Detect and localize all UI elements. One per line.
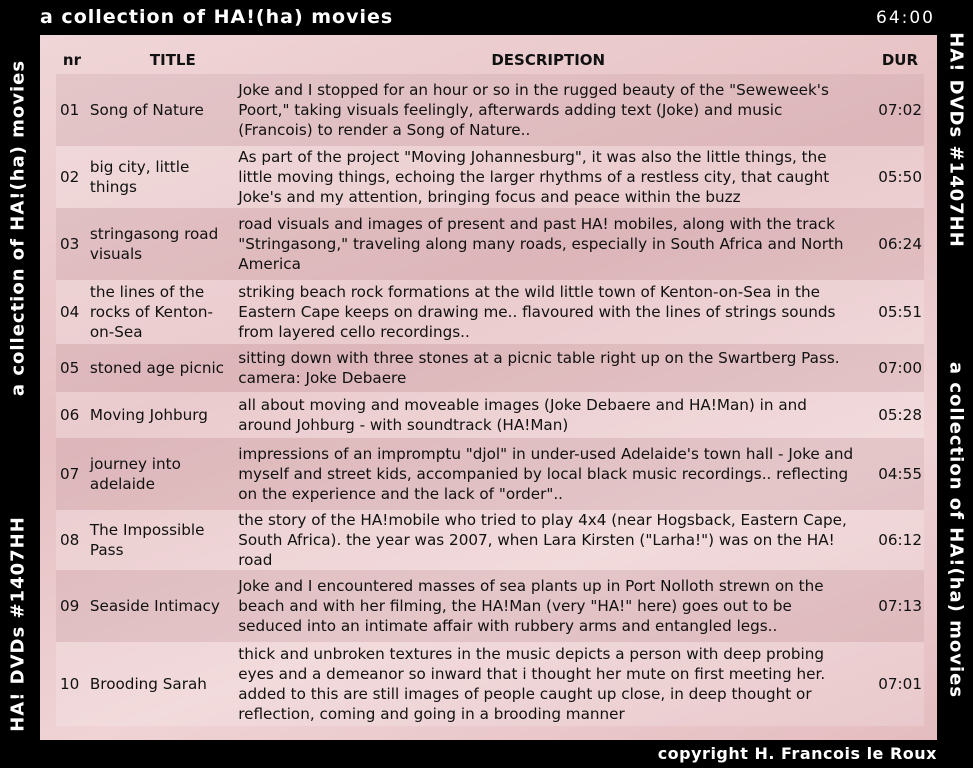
track-table — [56, 45, 924, 726]
track-number: 08 — [60, 531, 80, 549]
track-description: road visuals and images of present and past HA! mobiles, along with the track "Stringasong," traveling along many roads, especially in South Africa and North America — [238, 215, 844, 273]
track-title: stoned age picnic — [89, 359, 225, 377]
table-row — [56, 280, 924, 344]
track-number: 09 — [60, 597, 80, 615]
track-description: Joke and I stopped for an hour or so in the rugged beauty of the "Seweweek's Poort," taking visuals feelingly, afterwards adding text (Joke) and music (Francois) to render a Song of Nature.. — [238, 81, 829, 139]
track-duration: 05:50 — [878, 168, 922, 186]
collection-title: a collection of HA!(ha) movies — [40, 6, 394, 28]
track-number: 05 — [60, 359, 80, 377]
table-row — [56, 146, 924, 208]
table-row — [56, 392, 924, 438]
track-title: stringasong road visuals — [89, 225, 219, 263]
track-duration: 06:12 — [878, 531, 922, 549]
track-title: Brooding Sarah — [89, 675, 207, 693]
track-duration: 07:02 — [878, 101, 922, 119]
table-row — [56, 74, 924, 146]
track-title: Song of Nature — [89, 101, 204, 119]
table-row — [56, 642, 924, 726]
table-row — [56, 510, 924, 570]
track-duration: 05:51 — [878, 303, 922, 321]
copyright-notice: copyright H. Francois le Roux — [657, 744, 937, 763]
track-description: Joke and I encountered masses of sea plants up in Port Nolloth strewn on the beach and with her filming, the HA!Man (very "HA!" here) goes out to be seduced into an intimate affair with rubbery arms and entangled legs.. — [238, 577, 824, 635]
track-number: 04 — [60, 303, 80, 321]
column-header-title: TITLE — [149, 50, 196, 69]
track-number: 10 — [60, 675, 80, 693]
side-label-left-bottom: HA! DVDs #1407HH — [7, 516, 29, 732]
track-duration: 05:28 — [878, 406, 922, 424]
track-number: 06 — [60, 406, 80, 424]
track-number: 07 — [60, 465, 80, 483]
track-duration: 07:00 — [878, 359, 922, 377]
track-duration: 07:01 — [878, 675, 922, 693]
track-description: As part of the project "Moving Johannesburg", it was also the little things, the little moving things, echoing the larger rhythms of a restless city, that caught Joke's and my attention, bringing focus and peace within the buzz — [238, 148, 830, 206]
track-description: all about moving and moveable images (Joke Debaere and HA!Man) in and around Johburg - with soundtrack (HA!Man) — [238, 396, 807, 434]
track-description: impressions of an impromptu "djol" in under-used Adelaide's town hall - Joke and myself and street kids, accompanied by local black music recordings.. reflecting on the experience and the lack of "order".. — [238, 445, 854, 503]
total-duration: 64:00 — [876, 8, 935, 28]
track-title: journey into adelaide — [89, 455, 181, 493]
table-row — [56, 208, 924, 280]
side-label-left-top: a collection of HA!(ha) movies — [7, 59, 29, 397]
track-title: big city, little things — [89, 158, 190, 196]
table-row — [56, 344, 924, 392]
track-title: Moving Johburg — [89, 406, 208, 424]
track-number: 03 — [60, 235, 80, 253]
track-duration: 04:55 — [878, 465, 922, 483]
column-header-description: DESCRIPTION — [491, 50, 606, 69]
side-label-right-bottom: a collection of HA!(ha) movies — [945, 361, 967, 699]
track-description: thick and unbroken textures in the music depicts a person with deep probing eyes and a demeanor so inward that i thought her mute on first meeting her. added to this are still images of people caught up close, in deep thought or reflection, coming and going in a brooding manner — [238, 645, 826, 723]
track-number: 01 — [60, 101, 80, 119]
track-title: Seaside Intimacy — [89, 597, 220, 615]
table-header-row — [56, 45, 924, 74]
track-list-panel — [40, 35, 937, 740]
track-description: the story of the HA!mobile who tried to play 4x4 (near Hogsback, Eastern Cape, South Africa). the year was 2007, when Lara Kirsten ("Larha!") was on the HA! road — [238, 511, 847, 569]
track-number: 02 — [60, 168, 80, 186]
column-header-dur: DUR — [881, 50, 918, 69]
track-description: striking beach rock formations at the wild little town of Kenton-on-Sea in the Eastern Cape keeps on drawing me.. flavoured with the lines of strings sounds from layered cello recordings.. — [238, 283, 836, 341]
side-label-right-top: HA! DVDs #1407HH — [945, 32, 967, 248]
track-duration: 06:24 — [878, 235, 922, 253]
table-row — [56, 438, 924, 510]
track-description: sitting down with three stones at a picnic table right up on the Swartberg Pass. camera: Joke Debaere — [238, 349, 840, 387]
track-duration: 07:13 — [878, 597, 922, 615]
track-title: The Impossible Pass — [89, 521, 205, 559]
track-title: the lines of the rocks of Kenton-on-Sea — [89, 283, 213, 341]
table-row — [56, 570, 924, 642]
column-header-nr: nr — [62, 50, 81, 69]
